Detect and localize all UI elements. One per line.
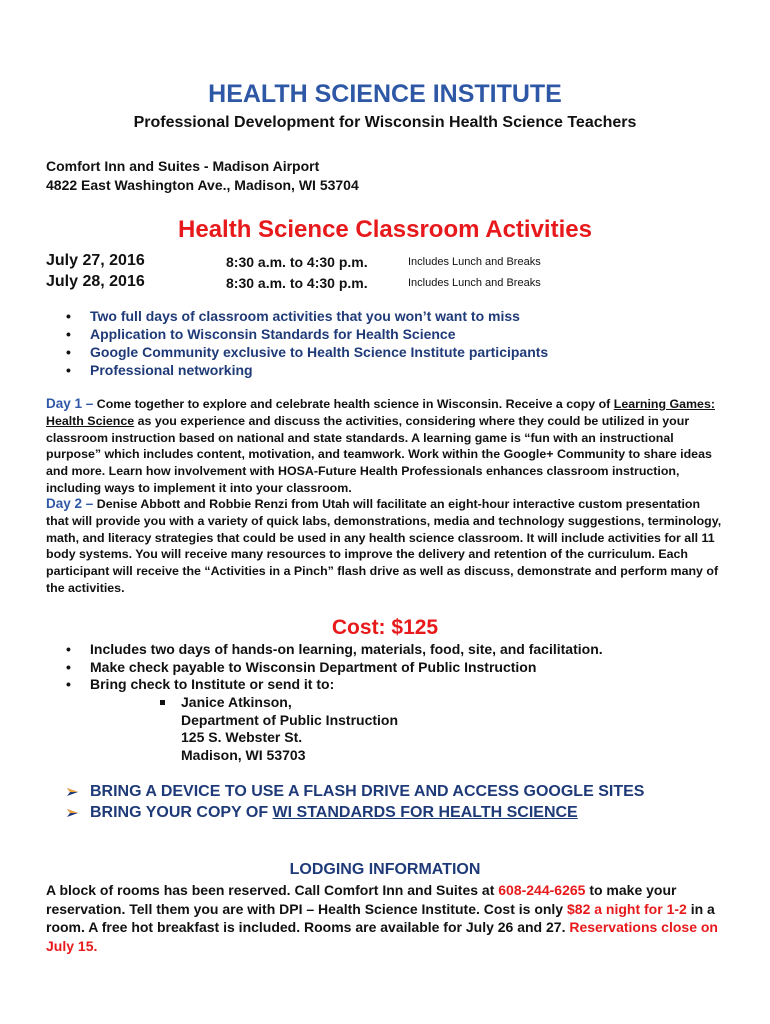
day1-text-a: Come together to explore and celebrate health science in Wisconsin. Receive a copy of — [93, 397, 614, 411]
event-date: July 27, 2016 — [46, 252, 145, 269]
day1-description — [46, 396, 726, 497]
list-item: • Includes two days of hands-on learning, materials, food, site, and facilitation. — [66, 641, 603, 659]
mailing-address — [160, 694, 398, 764]
lodging-text-3: in a room. A free hot breakfast is included. Rooms are available for July 26 and 27. — [46, 900, 715, 935]
event-time: 8:30 a.m. to 4:30 p.m. — [226, 275, 368, 291]
page-title: HEALTH SCIENCE INSTITUTE — [208, 80, 562, 108]
arrow-bullet-icon — [66, 807, 80, 819]
phone-number: 608-244-6265 — [498, 882, 586, 898]
venue-name: Comfort Inn and Suites - Madison Airport — [46, 158, 320, 174]
day2-label: Day 2 – — [46, 496, 94, 511]
day1-text-b: as you experience and discuss the activities, considering where they could be utilized in your classroom instruction based on national and state standards. A learning game is “fun with an instructional purpose” which includes content, motivation, and teamwork. Work within the Google+ Community to share ideas and more. Learn how involvement with HOSA-Future Health Professionals enhances classroom instruction, including ways to implement it into your classroom. — [46, 413, 712, 495]
lodging-text-2: to make your reservation. Tell them you are with DPI – Health Science Institute. Cost is only — [46, 882, 677, 917]
event-note: Includes Lunch and Breaks — [408, 256, 541, 268]
event-time: 8:30 a.m. to 4:30 p.m. — [226, 254, 368, 270]
list-item: • Google Community exclusive to Health Science Institute participants — [66, 343, 548, 361]
lodging-heading: LODGING INFORMATION — [289, 861, 481, 878]
book-title: Learning Games: Health Science — [46, 397, 715, 428]
list-item: • Application to Wisconsin Standards for Health Science — [66, 325, 548, 343]
venue-block — [46, 157, 359, 195]
day2-text: Denise Abbott and Robbie Renzi from Utah will facilitate an eight-hour interactive custom presentation that will provide you with a variety of quick labs, demonstrations, media and technology suggestions, terminology, math, and literacy strategies that could be used in any health science classroom. It will include activities for all 11 body systems. You will receive many resources to improve the delivery and retention of the curriculum. Each participant will receive the “Activities in a Pinch” flash drive as well as discuss, demonstrate and perform many of the activities. — [46, 497, 722, 595]
square-bullet-icon — [160, 700, 165, 705]
event-date: July 28, 2016 — [46, 273, 145, 290]
event-heading: Health Science Classroom Activities — [178, 216, 592, 243]
list-item: • Professional networking — [66, 361, 548, 379]
highlights-list — [66, 307, 548, 379]
arrow-bullet-icon — [66, 786, 80, 798]
reminder-text: BRING A DEVICE TO USE A FLASH DRIVE AND ACCESS GOOGLE SITES — [90, 783, 645, 800]
reservation-deadline: Reservations close on July 15. — [46, 919, 718, 954]
event-note: Includes Lunch and Breaks — [408, 277, 541, 289]
list-item: • Bring check to Institute or send it to: — [66, 676, 603, 694]
address-line: Department of Public Instruction — [181, 711, 399, 728]
list-item: • Make check payable to Wisconsin Department of Public Instruction — [66, 659, 603, 677]
venue-address: 4822 East Washington Ave., Madison, WI 53704 — [46, 177, 359, 193]
list-item: • Two full days of classroom activities that you won’t want to miss — [66, 307, 548, 325]
address-line: Janice Atkinson, — [181, 694, 292, 710]
address-line: 125 S. Webster St. — [181, 729, 303, 746]
reminder-item — [66, 802, 644, 823]
reminder-text: BRING YOUR COPY OF — [90, 804, 273, 821]
reminder-item — [66, 781, 644, 802]
lodging-text-1: A block of rooms has been reserved. Call Comfort Inn and Suites at — [46, 882, 499, 898]
room-price: $82 a night for 1-2 — [567, 900, 687, 917]
standards-link[interactable]: WI STANDARDS FOR HEALTH SCIENCE — [272, 804, 578, 821]
day1-label: Day 1 – — [46, 396, 94, 411]
reminders — [66, 781, 644, 823]
day2-description — [46, 496, 726, 597]
lodging-text — [46, 881, 726, 955]
cost-heading: Cost: $125 — [331, 616, 439, 639]
address-line: Madison, WI 53703 — [181, 746, 306, 763]
page-subtitle: Professional Development for Wisconsin Health Science Teachers — [133, 114, 637, 131]
cost-list — [66, 641, 603, 694]
